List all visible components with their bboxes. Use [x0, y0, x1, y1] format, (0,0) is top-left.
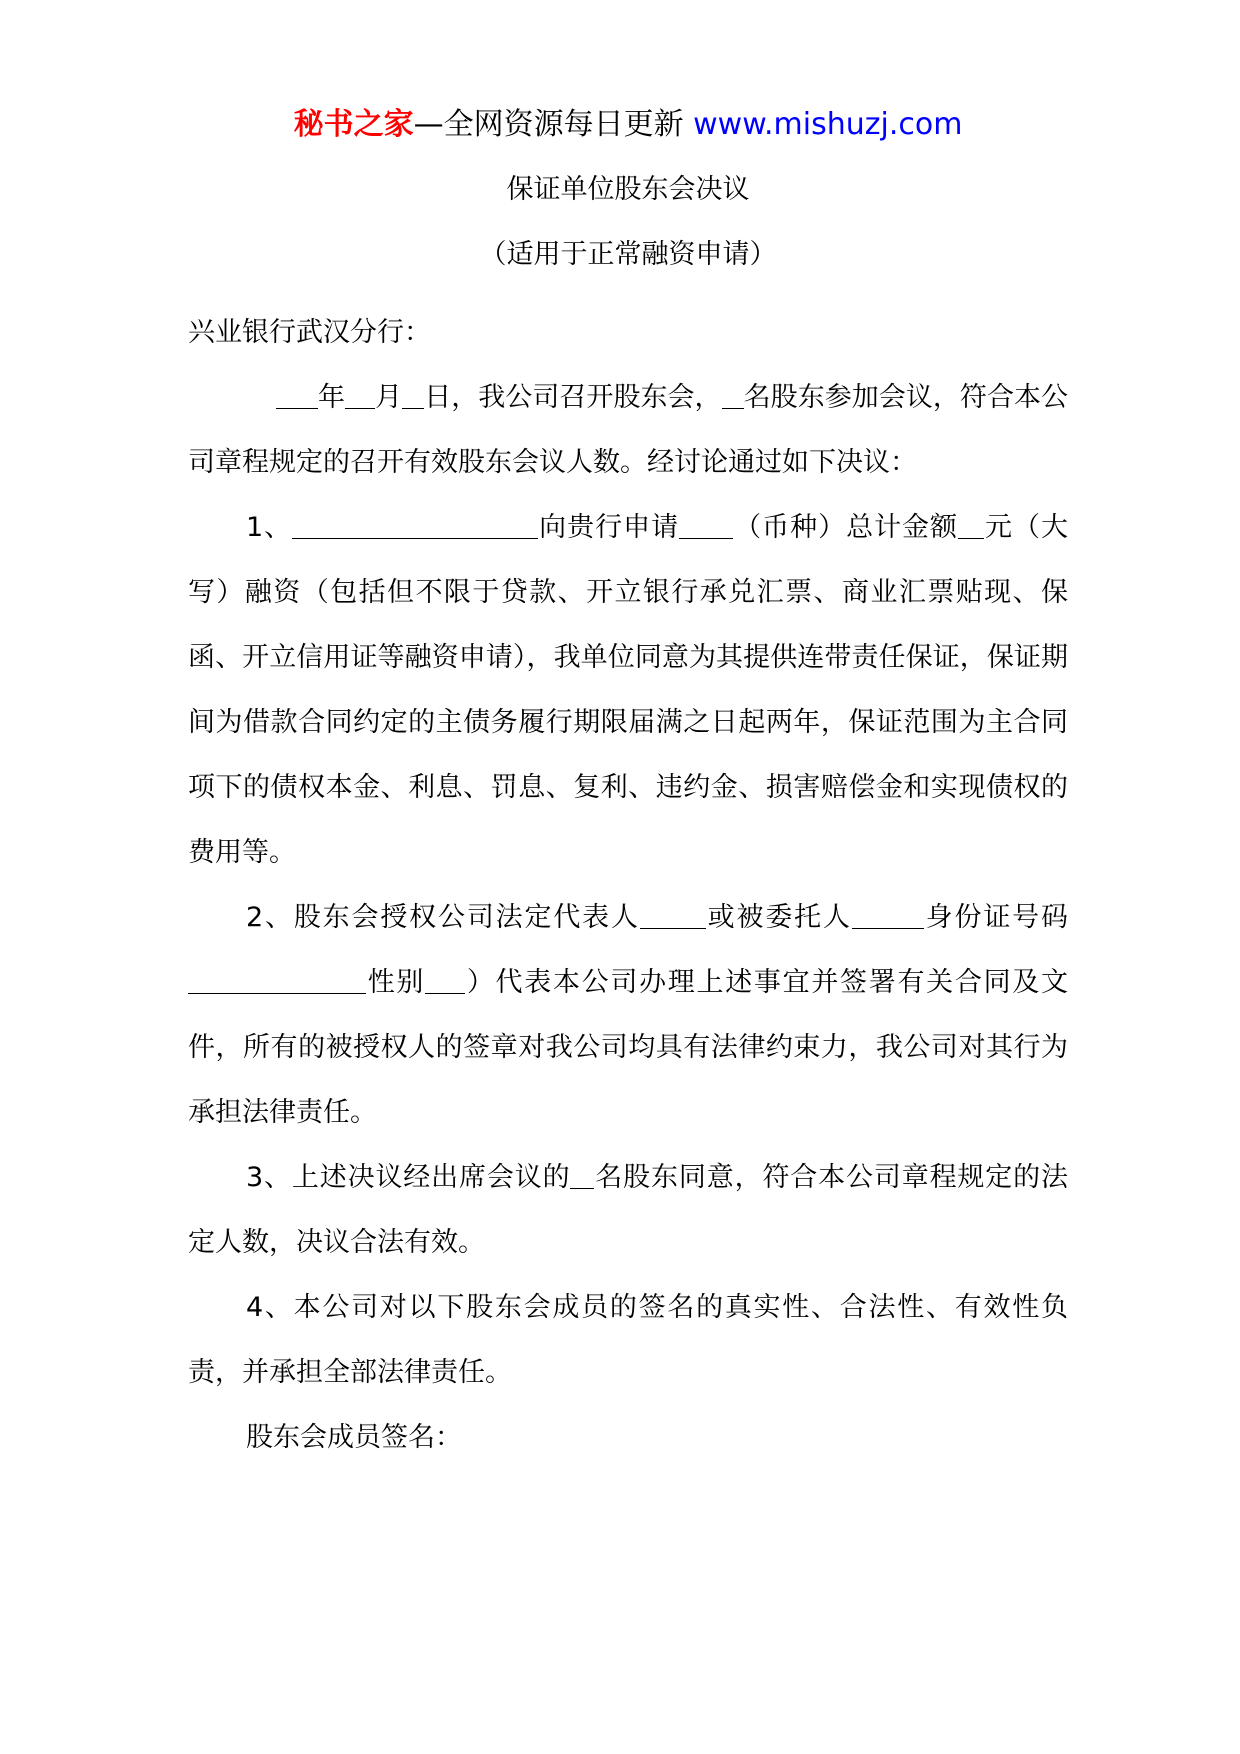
banner-url-link[interactable]: www.mishuzj.com [693, 107, 963, 142]
item2-seg5: ）代表本公司办理上述事宜并签署有关合同及文件，所有的被授权人的签章对我公司均具有法律约束力，我公司对其行为承担法律责任。 [188, 967, 1068, 1128]
item2-seg3: 身份证号码 [923, 902, 1069, 933]
document-title: 保证单位股东会决议 [506, 174, 750, 205]
year-blank[interactable] [276, 381, 318, 409]
intro-text: 名股东参加会议，符合本公司章程规定的召开有效股东会议人数。经讨论通过如下决议： [188, 382, 1069, 478]
item1-seg3: 元（大写）融资（包括但不限于贷款、开立银行承兑汇票、商业汇票贴现、保函、开立信用证等融资申请），我单位同意为其提供连带责任保证，保证期间为借款合同约定的主债务履行期限届满之日起两年，保证范围为主合同项下的债权本金、利息、罚息、复利、违约金、损害赔偿金和实现债权的费用等。 [188, 512, 1069, 868]
intro-month-suffix: 月 [375, 382, 403, 413]
month-blank[interactable] [345, 381, 375, 409]
approver-count-blank[interactable] [570, 1161, 594, 1189]
intro-paragraph [188, 365, 1068, 495]
gender-blank[interactable] [425, 966, 465, 994]
resolution-item-3 [188, 1145, 1068, 1275]
document-body [188, 300, 1068, 1470]
item1-seg1: 向贵行申请 [538, 512, 680, 543]
attendee-count-blank[interactable] [722, 381, 744, 409]
banner-brand: 秘书之家 [293, 107, 414, 142]
delegate-blank[interactable] [852, 901, 924, 929]
item2-seg4: 性别 [366, 967, 426, 998]
resolution-item-1 [188, 495, 1068, 885]
site-banner [188, 100, 1068, 150]
intro-day-suffix: 日，我公司召开股东会， [424, 382, 722, 413]
applicant-blank[interactable] [292, 511, 538, 539]
resolution-item-2 [188, 885, 1068, 1145]
currency-blank[interactable] [679, 511, 733, 539]
item2-seg1: 2、股东会授权公司法定代表人 [246, 902, 640, 933]
addressee: 兴业银行武汉分行： [188, 317, 431, 348]
intro-year-suffix: 年 [318, 382, 346, 413]
item1-seg2: （币种）总计金额 [733, 512, 959, 543]
day-blank[interactable] [402, 381, 424, 409]
item2-seg2: 或被委托人 [705, 902, 852, 933]
item3-seg1: 3、上述决议经出席会议的 [246, 1162, 571, 1193]
resolution-item-4: 4、本公司对以下股东会成员的签名的真实性、合法性、有效性负责，并承担全部法律责任。 [188, 1292, 1068, 1388]
item1-prefix: 1、 [246, 512, 293, 543]
item3-seg2: 名股东同意，符合本公司章程规定的法定人数，决议合法有效。 [188, 1162, 1068, 1258]
legal-rep-blank[interactable] [640, 901, 706, 929]
document-subtitle: （适用于正常融资申请） [479, 239, 777, 270]
id-number-blank[interactable] [188, 966, 366, 994]
banner-slogan: —全网资源每日更新 [413, 107, 684, 142]
signature-label: 股东会成员签名： [246, 1422, 462, 1453]
amount-blank[interactable] [958, 511, 984, 539]
